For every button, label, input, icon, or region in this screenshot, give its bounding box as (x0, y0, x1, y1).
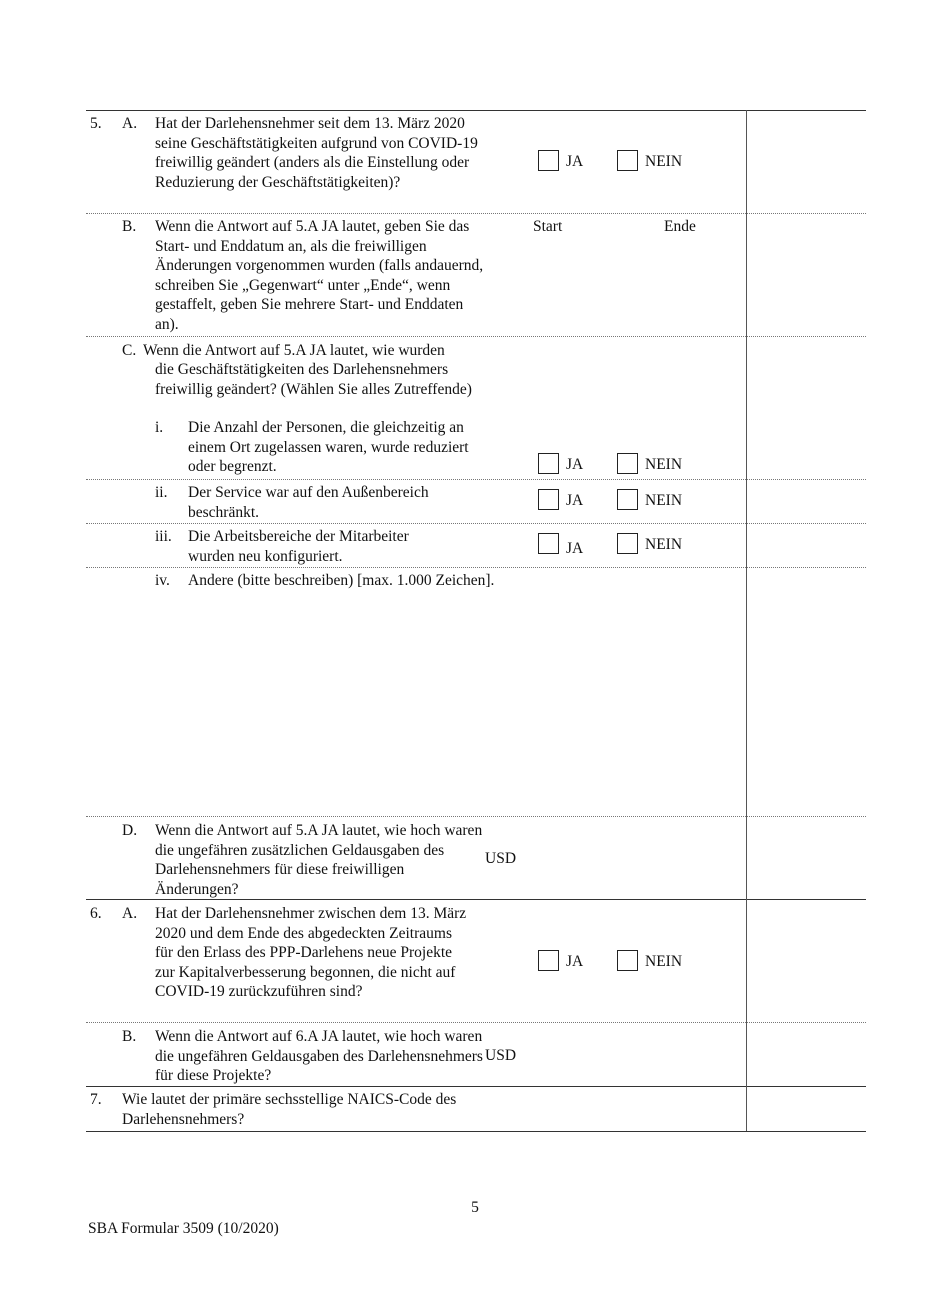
q5a-yes-label: JA (566, 153, 584, 170)
q5a-no-label: NEIN (645, 153, 683, 170)
column-divider (746, 110, 747, 1131)
subquestion-letter: A. (122, 905, 138, 922)
subquestion-letter: C. (122, 342, 137, 359)
q6a-no-checkbox[interactable] (617, 950, 638, 971)
row-divider (86, 479, 866, 480)
subquestion-letter: B. (122, 218, 137, 235)
currency-label: USD (485, 1047, 517, 1064)
page-number: 5 (471, 1199, 479, 1216)
question-7-text: Wie lautet der primäre sechsstellige NAICS-Code des Darlehensnehmers? (122, 1091, 457, 1128)
item-number: i. (155, 419, 164, 436)
question-6b-text: Wenn die Antwort auf 6.A JA lautet, wie hoch waren die ungefähren Geldausgaben des Darlehensnehmers für diese Projekte? (155, 1028, 483, 1085)
naics-code-field[interactable] (490, 1090, 740, 1126)
subquestion-letter: D. (122, 822, 138, 839)
other-description-area[interactable] (120, 592, 740, 810)
q5c-i-yes-checkbox[interactable] (538, 453, 559, 474)
q5c-iii-no-label: NEIN (645, 536, 683, 553)
q5c-i-no-checkbox[interactable] (617, 453, 638, 474)
q6b-amount-field[interactable] (522, 1040, 740, 1074)
item-iii-text: Die Arbeitsbereiche der Mitarbeiter wurden neu konfiguriert. (188, 528, 409, 565)
currency-label: USD (485, 850, 517, 867)
q5c-iii-no-checkbox[interactable] (617, 533, 638, 554)
question-number: 5. (90, 115, 102, 132)
row-divider (86, 816, 866, 817)
question-number: 6. (90, 905, 102, 922)
q6a-no-label: NEIN (645, 953, 683, 970)
question-number: 7. (90, 1091, 102, 1108)
item-number: iii. (155, 528, 172, 545)
row-divider (86, 336, 866, 337)
q6a-yes-label: JA (566, 953, 584, 970)
q5c-iii-yes-checkbox[interactable] (538, 533, 559, 554)
q5c-i-yes-label: JA (566, 456, 584, 473)
question-5c-intro-rest: die Geschäftstätigkeiten des Darlehensnehmers freiwillig geändert? (Wählen Sie alles Zutreffende) (155, 361, 472, 398)
q6a-yes-checkbox[interactable] (538, 950, 559, 971)
question-5d-text: Wenn die Antwort auf 5.A JA lautet, wie hoch waren die ungefähren zusätzlichen Geldausgaben des Darlehensnehmers für diese freiwilligen Änderungen? (155, 822, 483, 898)
question-5c-intro-first: Wenn die Antwort auf 5.A JA lautet, wie wurden (143, 342, 445, 359)
row-divider (86, 1022, 866, 1023)
item-number: ii. (155, 484, 168, 501)
q5c-ii-yes-checkbox[interactable] (538, 489, 559, 510)
form-footer: SBA Formular 3509 (10/2020) (88, 1220, 279, 1237)
table-top-border (86, 110, 866, 111)
q5a-yes-checkbox[interactable] (538, 150, 559, 171)
item-i-text: Die Anzahl der Personen, die gleichzeitig an einem Ort zugelassen waren, wurde reduziert oder begrenzt. (188, 419, 469, 476)
start-date-label: Start (533, 218, 563, 235)
question-6a-text: Hat der Darlehensnehmer zwischen dem 13. März 2020 und dem Ende des abgedeckten Zeitraums für den Erlass des PPP-Darlehens neue Projekte zur Kapitalverbesserung begonnen, die nicht auf COVID-19 zurückzuführen sind? (155, 905, 467, 1001)
end-date-label: Ende (664, 218, 696, 235)
subquestion-letter: B. (122, 1028, 137, 1045)
row-divider (86, 567, 866, 568)
item-ii-text: Der Service war auf den Außenbereich beschränkt. (188, 484, 429, 521)
q5c-ii-no-label: NEIN (645, 492, 683, 509)
table-bottom-border (86, 1131, 866, 1132)
q5a-no-checkbox[interactable] (617, 150, 638, 171)
question-5a-text: Hat der Darlehensnehmer seit dem 13. März 2020 seine Geschäftstätigkeiten aufgrund von COVID-19 freiwillig geändert (anders als die Einstellung oder Reduzierung der Geschäftstätigkeiten)? (155, 115, 478, 191)
question-5b-text: Wenn die Antwort auf 5.A JA lautet, geben Sie das Start- und Enddatum an, als die freiwilligen Änderungen vorgenommen wurden (falls andauernd, schreiben Sie „Gegenwart“ unter „Ende“, wenn gestaffelt, geben Sie mehrere Start- und Enddaten an). (155, 218, 484, 333)
row-divider (86, 523, 866, 524)
subquestion-letter: A. (122, 115, 138, 132)
section-divider (86, 1086, 866, 1087)
q5c-iii-yes-label: JA (566, 540, 584, 557)
q5c-ii-no-checkbox[interactable] (617, 489, 638, 510)
item-iv-text: Andere (bitte beschreiben) [max. 1.000 Zeichen]. (188, 572, 495, 589)
q5d-amount-field[interactable] (522, 842, 740, 876)
q5c-ii-yes-label: JA (566, 492, 584, 509)
q5c-i-no-label: NEIN (645, 456, 683, 473)
item-number: iv. (155, 572, 170, 589)
row-divider (86, 213, 866, 214)
